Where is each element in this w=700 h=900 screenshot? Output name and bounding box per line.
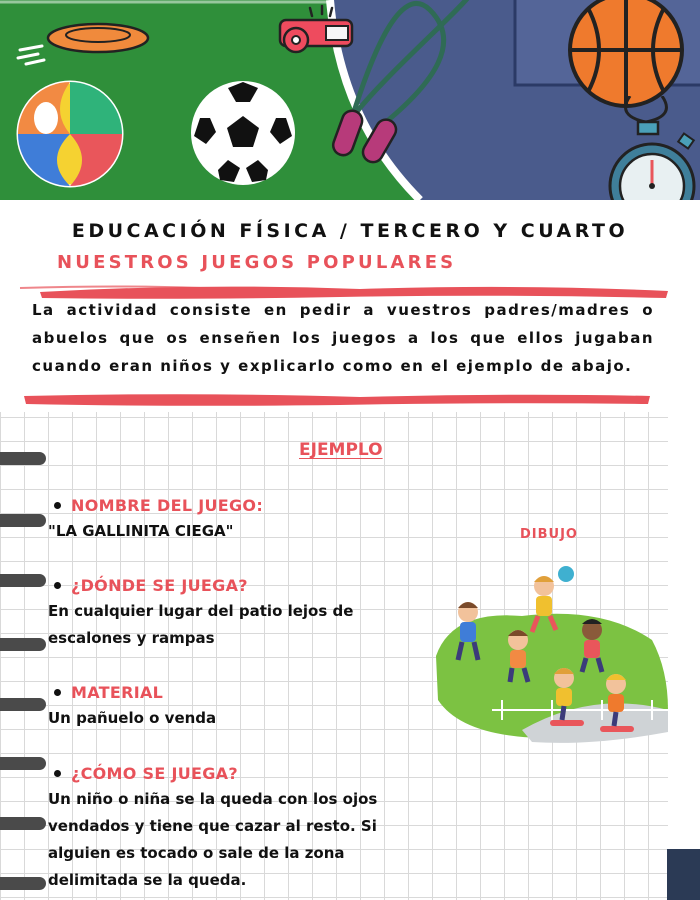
ring-icon <box>0 452 46 465</box>
basketball-icon <box>566 0 686 110</box>
children-playing-illustration <box>432 560 672 745</box>
page-subtitle: NUESTROS JUEGOS POPULARES <box>57 252 457 273</box>
section-material <box>48 679 408 732</box>
intro-paragraph: La actividad consiste en pedir a vuestros padres/madres o abuelos que os enseñen los juegos a los que ellos jugaban cuando eran niños y explicarlo como en el ejemplo de abajo. <box>32 301 654 375</box>
ring-icon <box>0 877 46 890</box>
drawing-label: DIBUJO <box>520 527 578 542</box>
section-text: "LA GALLINITA CIEGA" <box>48 522 234 540</box>
section-label: MATERIAL <box>71 682 164 702</box>
ring-icon <box>0 574 46 587</box>
page-title: EDUCACIÓN FÍSICA / TERCERO Y CUARTO <box>71 220 629 242</box>
bullet-icon <box>54 582 61 589</box>
section-label: ¿CÓMO SE JUEGA? <box>71 763 238 783</box>
bullet-icon <box>54 770 61 777</box>
ring-icon <box>0 638 46 651</box>
ring-icon <box>0 817 46 830</box>
ring-icon <box>0 514 46 527</box>
section-where <box>48 572 408 652</box>
brush-divider-bottom <box>0 386 700 410</box>
section-text: Un niño o niña se la queda con los ojos vendados y tiene que cazar al resto. Si alguien es tocado o sale de la zona delimitada se la queda. <box>48 790 378 889</box>
section-text: En cualquier lugar del patio lejos de escalones y rampas <box>48 602 354 647</box>
soccer-ball-icon <box>188 78 298 188</box>
section-game-name <box>48 492 408 545</box>
ring-icon <box>0 757 46 770</box>
bullet-icon <box>54 502 61 509</box>
section-text: Un pañuelo o venda <box>48 709 217 727</box>
corner-decoration <box>667 849 700 900</box>
section-how <box>48 760 393 894</box>
jump-rope-icon <box>310 0 490 170</box>
ring-icon <box>0 698 46 711</box>
header-banner <box>0 0 700 200</box>
section-label: NOMBRE DEL JUEGO: <box>71 495 264 515</box>
example-heading: EJEMPLO <box>299 440 383 460</box>
stopwatch-icon <box>606 96 700 200</box>
bullet-icon <box>54 689 61 696</box>
section-label: ¿DÓNDE SE JUEGA? <box>71 575 248 595</box>
